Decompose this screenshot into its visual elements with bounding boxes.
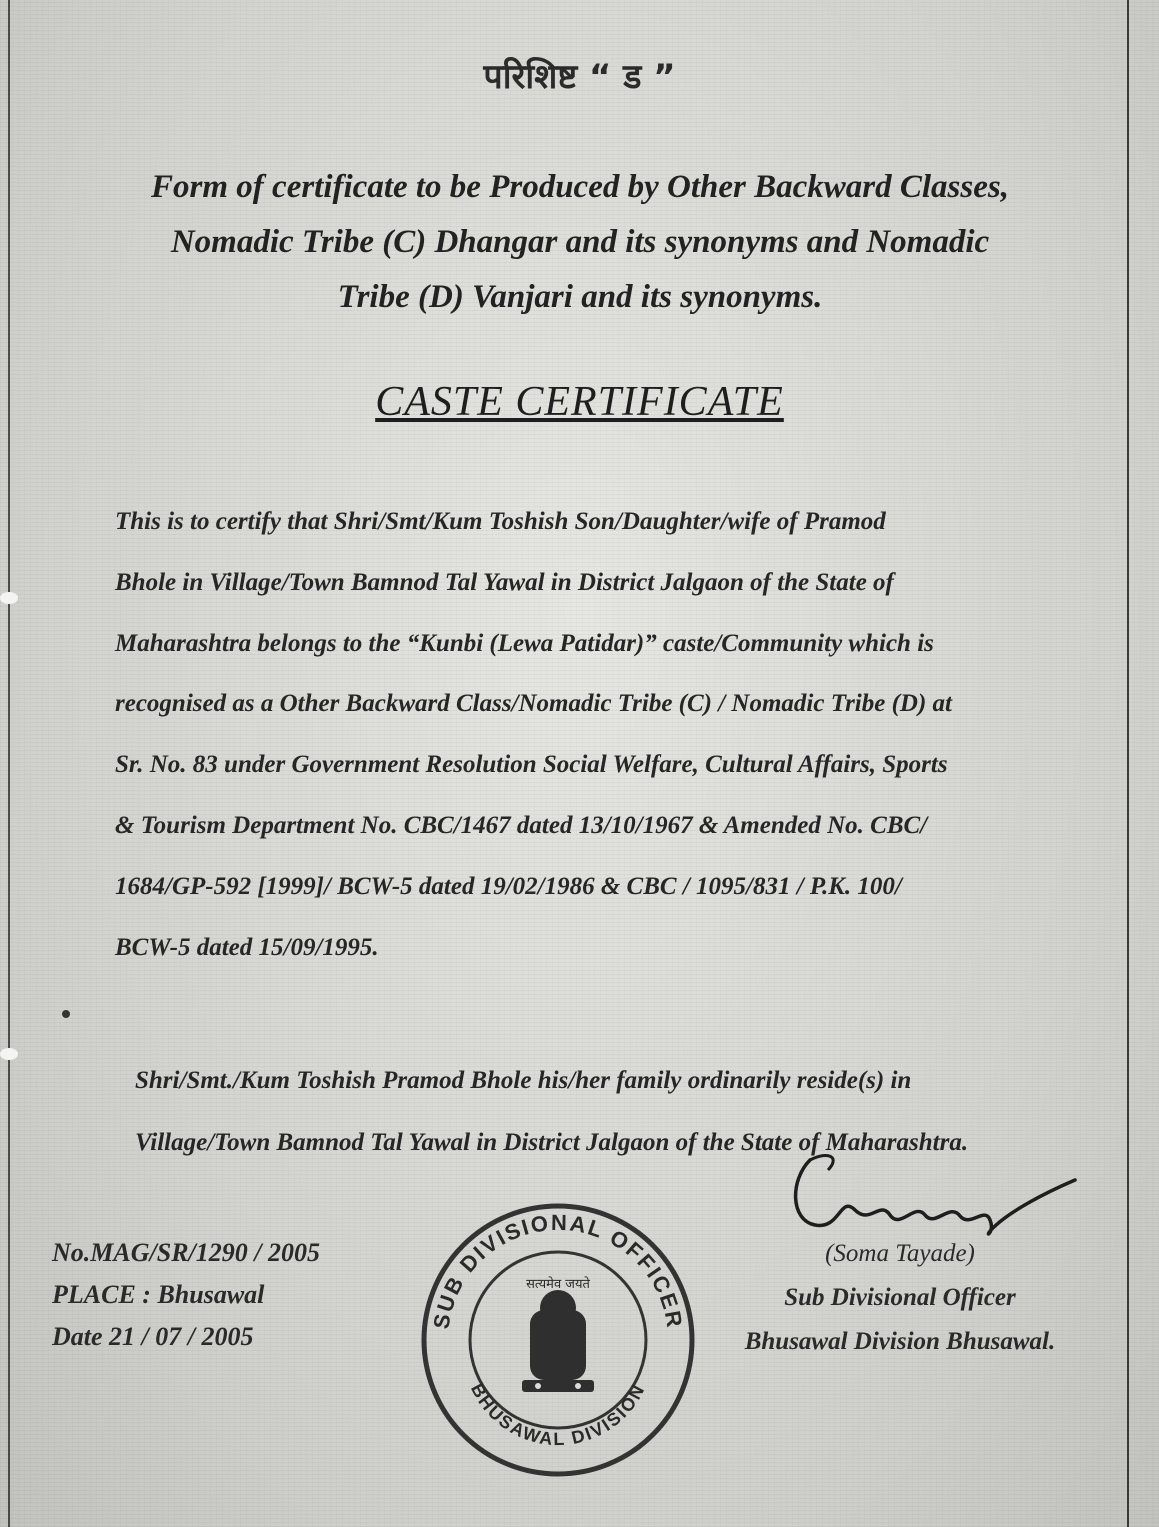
paragraph-line: 1684/GP-592 [1999]/ BCW-5 dated 19/02/1986 & CBC / 1095/831 / P.K. 100/ bbox=[115, 872, 902, 900]
officer-designation: Sub Divisional Officer bbox=[784, 1284, 1016, 1311]
left-border-line bbox=[8, 0, 10, 1527]
certificate-place: PLACE : Bhusawal bbox=[52, 1280, 265, 1309]
paragraph-line: Village/Town Bamnod Tal Yawal in District Jalgaon of the State of Maharashtra. bbox=[135, 1129, 969, 1156]
certificate-meta bbox=[52, 1232, 320, 1358]
paragraph-line: Bhole in Village/Town Bamnod Tal Yawal in District Jalgaon of the State of bbox=[115, 568, 894, 596]
heading-line: Tribe (D) Vanjari and its synonyms. bbox=[337, 279, 823, 315]
officer-office: Bhusawal Division Bhusawal. bbox=[744, 1328, 1056, 1355]
punch-hole bbox=[0, 1048, 18, 1060]
appendix-label: परिशिष्ट “ ड ” bbox=[483, 57, 676, 97]
paragraph-line: BCW-5 dated 15/09/1995. bbox=[115, 933, 379, 961]
heading-line: Nomadic Tribe (C) Dhangar and its synonyms and Nomadic bbox=[170, 224, 990, 260]
certificate-number: No.MAG/SR/1290 / 2005 bbox=[52, 1238, 320, 1267]
punch-hole bbox=[0, 592, 18, 604]
paragraph-line: Shri/Smt./Kum Toshish Pramod Bhole his/her family ordinarily reside(s) in bbox=[135, 1067, 912, 1094]
paragraph-line: Maharashtra belongs to the “Kunbi (Lewa Patidar)” caste/Community which is bbox=[115, 629, 934, 657]
ink-dot bbox=[62, 1010, 70, 1018]
certificate-title: CASTE CERTIFICATE bbox=[375, 379, 784, 425]
signing-officer bbox=[690, 1232, 1110, 1364]
paragraph-line: This is to certify that Shri/Smt/Kum Toshish Son/Daughter/wife of Pramod bbox=[115, 508, 886, 535]
seal-inner-text: सत्यमेव जयते bbox=[526, 1277, 590, 1292]
officer-name: (Soma Tayade) bbox=[825, 1240, 975, 1267]
certification-paragraph bbox=[40, 492, 1090, 978]
paragraph-line: recognised as a Other Backward Class/Nomadic Tribe (C) / Nomadic Tribe (D) at bbox=[115, 690, 952, 718]
heading-line: Form of certificate to be Produced by Other Backward Classes, bbox=[151, 169, 1009, 205]
emblem-icon bbox=[522, 1290, 594, 1392]
official-seal bbox=[418, 1200, 698, 1480]
form-heading bbox=[30, 160, 1130, 325]
certificate-date: Date 21 / 07 / 2005 bbox=[52, 1322, 254, 1351]
seal-outer-text: SUB DIVISIONAL OFFICER bbox=[428, 1209, 688, 1331]
seal-bottom-text: BHUSAWAL DIVISION bbox=[466, 1380, 650, 1450]
paragraph-line: Sr. No. 83 under Government Resolution Social Welfare, Cultural Affairs, Sports bbox=[115, 751, 948, 779]
paragraph-line: & Tourism Department No. CBC/1467 dated 13/10/1967 & Amended No. CBC/ bbox=[115, 811, 928, 839]
